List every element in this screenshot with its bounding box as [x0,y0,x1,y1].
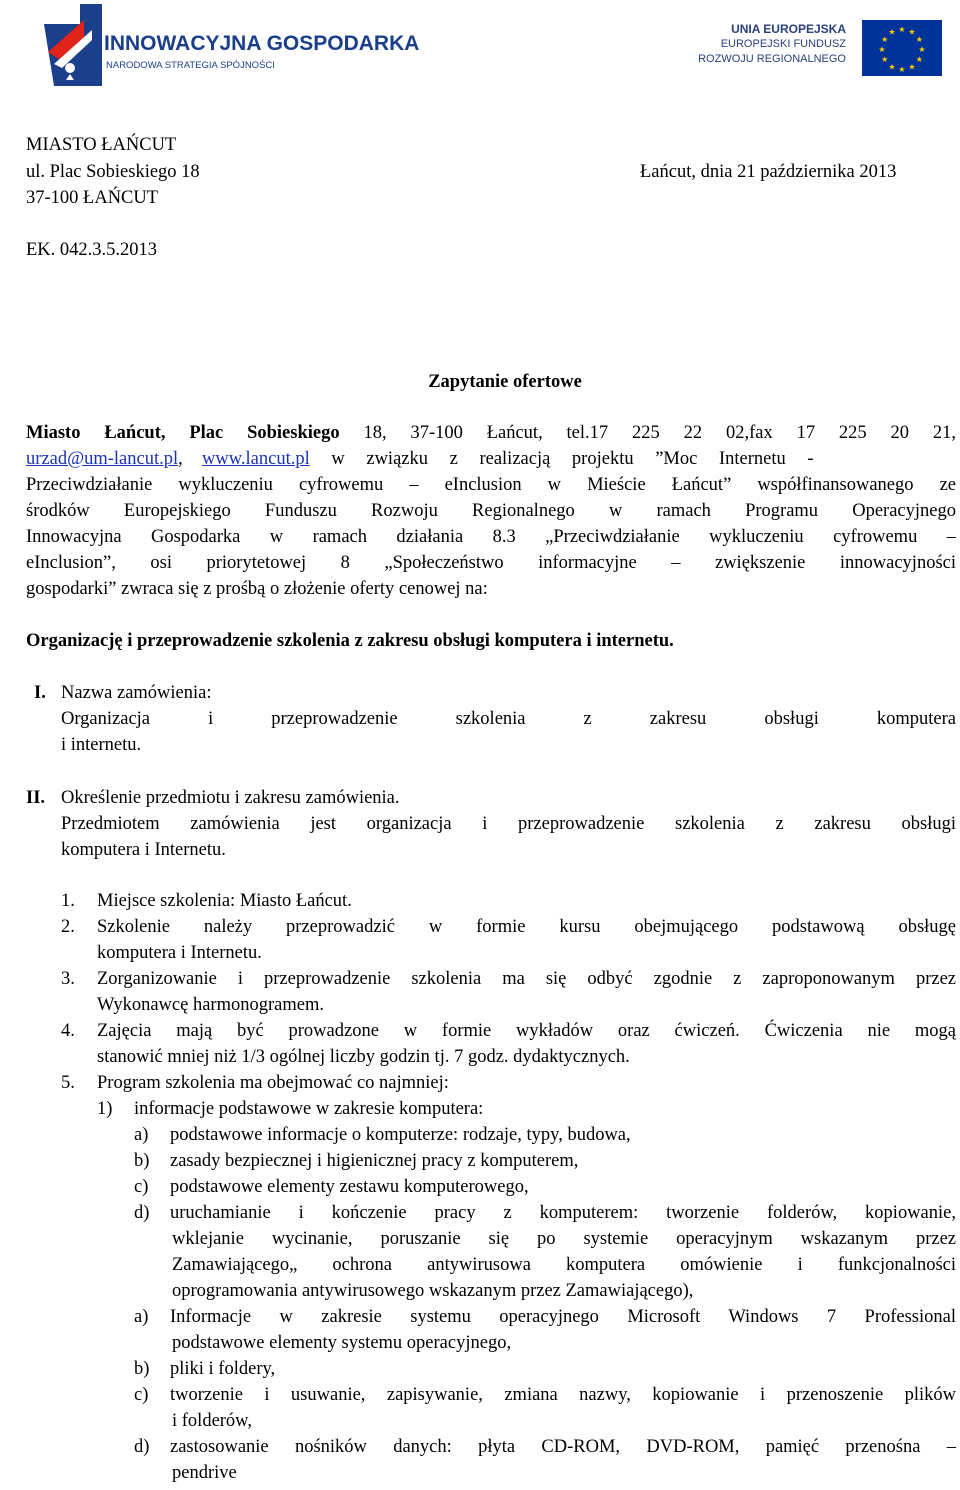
program-d2-line-1: zastosowanie nośników danych: płyta CD-ROM, DVD-ROM, pamięć przenośna – [170,1437,956,1457]
email-link[interactable]: urzad@um-lancut.pl [26,449,179,469]
section-1-line-1: Organizacja i przeprowadzenie szkolenia z zakresu obsługi komputera [61,709,956,729]
program-c-text: podstawowe elementy zestawu komputerowego, [170,1177,529,1197]
program-1-text: informacje podstawowe w zakresie komputera: [134,1099,484,1119]
intro-line-5: Innowacyjna Gospodarka w ramach działania 8.3 „Przeciwdziałanie wykluczeniu cyfrowemu – [26,527,956,547]
section-2-line-2: komputera i Internetu. [61,840,226,860]
program-d-line-2: wklejanie wycinanie, poruszanie się po systemie operacyjnym wskazanym przez [172,1229,956,1249]
svg-text:★: ★ [898,25,906,34]
item-3-line-2: Wykonawcę harmonogramem. [97,995,324,1015]
logo-right-line2: EUROPEJSKI FUNDUSZ [720,38,846,50]
program-c2-number: c) [134,1385,149,1405]
intro-line-1-rest: 18, 37-100 Łańcut, tel.17 225 22 02,fax 17 225 20 21, [339,423,957,443]
document-title: Zapytanie ofertowe [428,372,582,392]
program-a2-number: a) [134,1307,149,1327]
program-c2-line-2: i folderów, [172,1411,252,1431]
svg-text:★: ★ [881,55,889,64]
item-4-line-1: Zajęcia mają być prowadzone w formie wykładów oraz ćwiczeń. Ćwiczenia nie mogą [97,1021,956,1041]
item-5-number: 5. [61,1073,75,1093]
item-3-number: 3. [61,969,75,989]
item-3-line-1: Zorganizowanie i przeprowadzenie szkolenia ma się odbyć zgodnie z zaproponowanym przez [97,969,956,989]
intro-line-1-bold: Miasto Łańcut, Plac Sobieskiego [26,423,340,443]
intro-line-6: eInclusion”, osi priorytetowej 8 „Społeczeństwo informacyjne – zwiększenie innowacyjności [26,553,956,573]
item-4-number: 4. [61,1021,75,1041]
program-b-number: b) [134,1151,150,1171]
program-a-number: a) [134,1125,149,1145]
intro-line-4: środków Europejskiego Funduszu Rozwoju Regionalnego w ramach Programu Operacyjnego [26,501,956,521]
program-d2-line-2: pendrive [172,1463,237,1483]
intro-line-7: gospodarki” zwraca się z prośbą o złożenie oferty cenowej na: [26,579,488,599]
program-1-number: 1) [97,1099,113,1119]
subject: Organizację i przeprowadzenie szkolenia z zakresu obsługi komputera i internetu. [26,631,674,651]
svg-text:★: ★ [915,55,923,64]
eu-logo [698,20,942,80]
sender-city: 37-100 ŁAŃCUT [26,188,159,208]
logo-left-subtitle: NARODOWA STRATEGIA SPÓJNOŚCI [106,60,275,71]
svg-text:★: ★ [888,27,896,37]
intro-line-2 [26,448,956,470]
reference-number: EK. 042.3.5.2013 [26,240,158,260]
intro-line-2-rest: w związku z realizacją projektu ”Moc Internetu - [309,449,814,469]
program-d-number: d) [134,1203,150,1223]
section-1-heading: Nazwa zamówienia: [61,683,212,703]
section-1-line-2: i internetu. [61,735,142,755]
item-1-text: Miejsce szkolenia: Miasto Łańcut. [97,891,352,911]
sender-street: ul. Plac Sobieskiego 18 [26,162,200,182]
program-a2-line-1: Informacje w zakresie systemu operacyjnego Microsoft Windows 7 Professional [170,1307,956,1327]
comma-sep: , [178,449,183,469]
program-d2-number: d) [134,1437,150,1457]
program-d-line-3: Zamawiającego„ ochrona antywirusowa komputera omówienie i funkcjonalności [172,1255,956,1275]
program-a2-line-2: podstawowe elementy systemu operacyjnego, [172,1333,512,1353]
svg-text:★: ★ [915,35,923,44]
innowacyjna-gospodarka-logo [40,2,420,92]
item-2-line-1: Szkolenie należy przeprowadzić w formie kursu obejmującego podstawową obsługę [97,917,956,937]
eu-flag-icon [862,20,942,76]
program-c2-line-1: tworzenie i usuwanie, zapisywanie, zmiana nazwy, kopiowanie i przenoszenie plików [170,1385,956,1405]
svg-text:★: ★ [878,45,886,54]
svg-text:★: ★ [881,35,889,44]
website-link[interactable]: www.lancut.pl [202,449,310,469]
program-c-number: c) [134,1177,149,1197]
sender-name: MIASTO ŁAŃCUT [26,135,177,155]
svg-text:★: ★ [888,62,896,72]
section-2-line-1: Przedmiotem zamówienia jest organizacja i przeprowadzenie szkolenia z zakresu obsługi [61,814,956,834]
intro-line-3: Przeciwdziałanie wykluczeniu cyfrowemu – eInclusion w Mieście Łańcut” współfinansowanego ze [26,475,956,495]
svg-text:★: ★ [898,65,906,74]
item-4-line-2: stanowić mniej niż 1/3 ogólnej liczby godzin tj. 7 godz. dydaktycznych. [97,1047,630,1067]
svg-text:★: ★ [908,62,916,72]
section-2-number: II. [26,788,46,808]
program-b-text: zasady bezpiecznej i higienicznej pracy z komputerem, [170,1151,579,1171]
logo-left-title: INNOWACYJNA GOSPODARKA [104,32,420,55]
item-1-number: 1. [61,891,75,911]
svg-text:★: ★ [918,45,926,54]
item-2-line-2: komputera i Internetu. [97,943,262,963]
logo-right-line3: ROZWOJU REGIONALNEGO [698,53,846,65]
program-d-line-4: oprogramowania antywirusowego wskazanym przez Zamawiającego), [172,1281,694,1301]
logo-right-line1: UNIA EUROPEJSKA [731,22,846,36]
program-b2-text: pliki i foldery, [170,1359,276,1379]
innowacyjna-gospodarka-emblem-icon [40,2,112,92]
place-date: Łańcut, dnia 21 października 2013 [640,162,897,182]
item-5-text: Program szkolenia ma obejmować co najmniej: [97,1073,449,1093]
section-2-heading: Określenie przedmiotu i zakresu zamówienia. [61,788,400,808]
program-b2-number: b) [134,1359,150,1379]
item-2-number: 2. [61,917,75,937]
program-a-text: podstawowe informacje o komputerze: rodzaje, typy, budowa, [170,1125,631,1145]
intro-line-1 [26,422,956,444]
program-d-line-1: uruchamianie i kończenie pracy z komputerem: tworzenie folderów, kopiowanie, [170,1203,956,1223]
svg-text:★: ★ [908,27,916,37]
section-1-number: I. [34,683,46,703]
